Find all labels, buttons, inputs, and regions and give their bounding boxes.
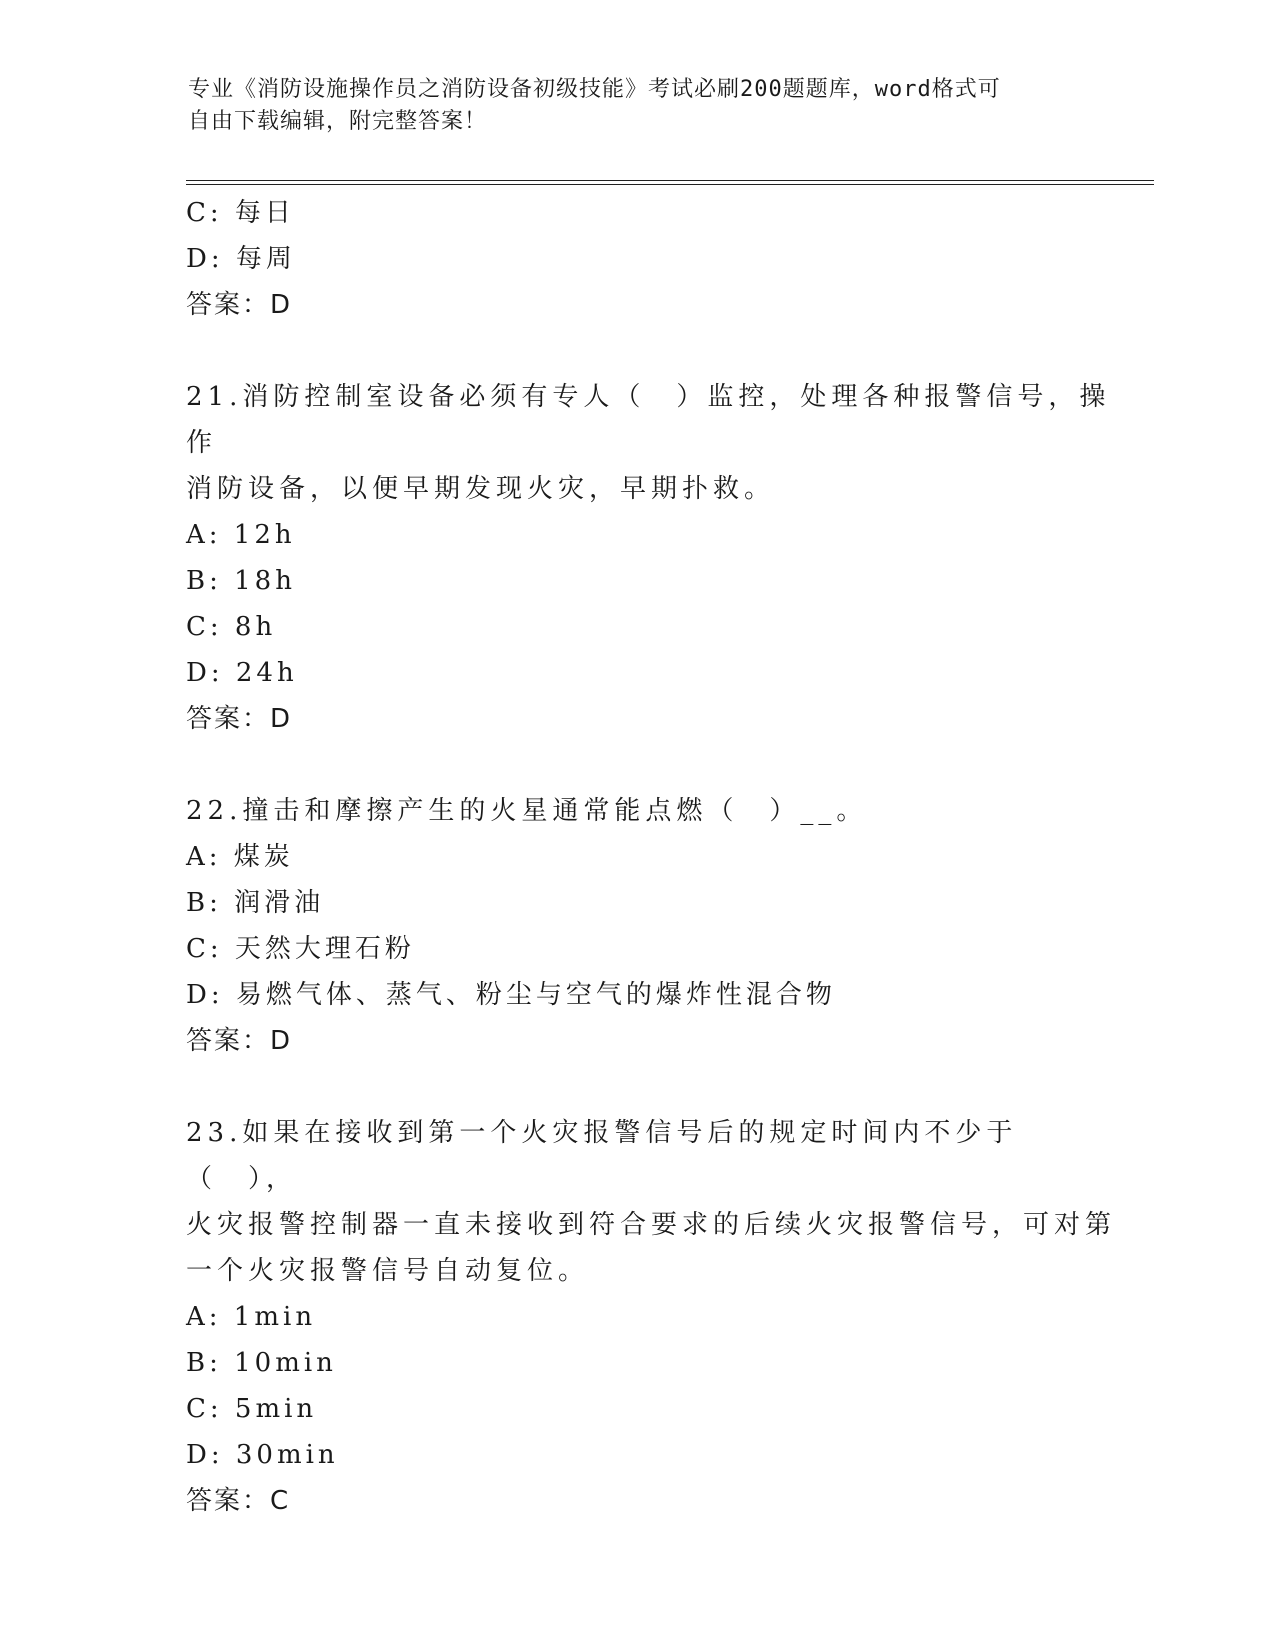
question-21-answer: 答案：D xyxy=(186,704,293,734)
header-line-2: 自由下载编辑，附完整答案！ xyxy=(188,109,488,134)
question-22-option-c: C: 天然大理石粉 xyxy=(186,934,415,964)
question-21-text xyxy=(186,374,1116,512)
question-22-option-d: D: 易燃气体、蒸气、粉尘与空气的爆炸性混合物 xyxy=(186,980,836,1010)
question-23-option-d: D: 30min xyxy=(186,1440,339,1470)
question-23-line-1: 23.如果在接收到第一个火灾报警信号后的规定时间内不少于（ ）， xyxy=(186,1118,1018,1194)
option-c: C: 每日 xyxy=(186,198,295,228)
header-divider-top xyxy=(186,180,1154,181)
spacer xyxy=(186,1064,1116,1110)
page-header xyxy=(188,74,1068,138)
question-23-text xyxy=(186,1110,1116,1294)
question-21-option-b: B: 18h xyxy=(186,566,296,596)
question-22-option-a: A: 煤炭 xyxy=(186,842,294,872)
question-22-answer: 答案：D xyxy=(186,1026,293,1056)
answer-line: 答案：D xyxy=(186,290,293,320)
question-21-option-d: D: 24h xyxy=(186,658,298,688)
header-line-1: 专业《消防设施操作员之消防设备初级技能》考试必刷200题题库，word格式可 xyxy=(188,77,1001,102)
question-21-option-a: A: 12h xyxy=(186,520,296,550)
question-23-line-2: 火灾报警控制器一直未接收到符合要求的后续火灾报警信号，可对第 xyxy=(186,1210,1117,1240)
header-divider-bottom xyxy=(186,184,1154,185)
question-21-line-2: 消防设备，以便早期发现火灾，早期扑救。 xyxy=(186,474,776,504)
spacer xyxy=(186,742,1116,788)
question-22-line-1: 22.撞击和摩擦产生的火星通常能点燃（ ）__。 xyxy=(186,796,868,826)
spacer xyxy=(186,328,1116,374)
question-23-option-a: A: 1min xyxy=(186,1302,317,1332)
question-23-line-3: 一个火灾报警信号自动复位。 xyxy=(186,1256,590,1286)
question-21-option-c: C: 8h xyxy=(186,612,277,642)
question-23-answer: 答案：C xyxy=(186,1486,291,1516)
question-22-option-b: B: 润滑油 xyxy=(186,888,325,918)
question-22-text xyxy=(186,788,1116,834)
question-23-option-c: C: 5min xyxy=(186,1394,318,1424)
question-content xyxy=(186,190,1116,1524)
question-21-line-1: 21.消防控制室设备必须有专人（ ）监控，处理各种报警信号，操作 xyxy=(186,382,1111,458)
question-23-option-b: B: 10min xyxy=(186,1348,337,1378)
option-d: D: 每周 xyxy=(186,244,296,274)
